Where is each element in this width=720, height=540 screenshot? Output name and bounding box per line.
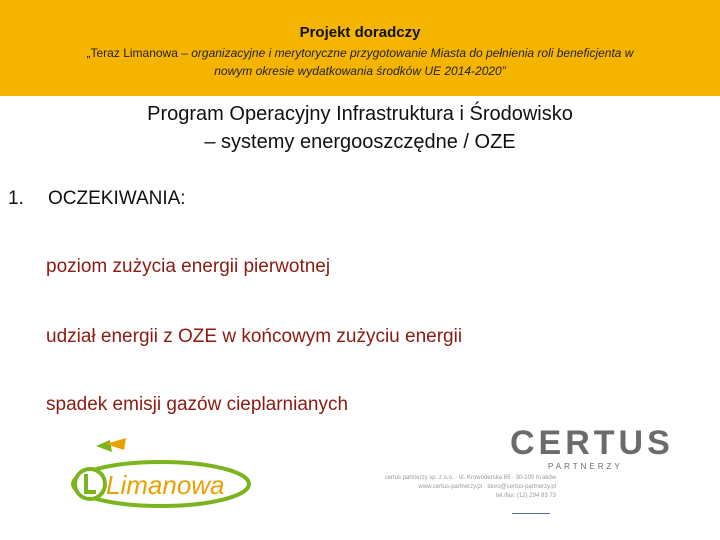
contact-line: www.certus-partnerzy.pl · biuro@certus-partnerzy.pl <box>418 484 556 490</box>
slide-title <box>60 100 660 156</box>
slide-title-line-2: – systemy energooszczędne / OZE <box>204 131 516 153</box>
banner-subtitle <box>70 44 650 80</box>
banner-subtitle-lead: „Teraz Limanowa <box>86 46 178 60</box>
contact-line: certus partnerzy sp. z o.o. · ul. Krowoderska 65 · 30-100 Kraków <box>384 475 556 481</box>
certus-logo-subtitle: PARTNERZY <box>548 462 623 471</box>
header-banner <box>0 0 720 96</box>
contact-info <box>378 474 556 501</box>
section-label: OCZEKIWANIA: <box>48 188 186 209</box>
section-heading <box>8 188 186 210</box>
limanowa-logo-text: Limanowa <box>106 470 225 500</box>
list-item: poziom zużycia energii pierwotnej <box>46 256 331 277</box>
section-number: 1. <box>8 188 24 209</box>
contact-underline <box>512 513 550 514</box>
list-item: spadek emisji gazów cieplarnianych <box>46 394 349 415</box>
contact-line: tel./fax: (12) 294 83 73 <box>495 493 556 499</box>
banner-subtitle-rest: – organizacyjne i merytoryczne przygotowanie Miasta do pełnienia roli beneficjenta w nowym okresie wydatkowania środków UE 2014-2020” <box>177 46 634 78</box>
slide-title-line-1: Program Operacyjny Infrastruktura i Środowisko <box>147 103 573 125</box>
certus-logo-icon: CERTUS <box>510 424 674 462</box>
list-item: udział energii z OZE w końcowym zużyciu energii <box>46 326 463 347</box>
limanowa-logo-icon <box>66 436 256 516</box>
banner-title: Projekt doradczy <box>299 24 421 41</box>
